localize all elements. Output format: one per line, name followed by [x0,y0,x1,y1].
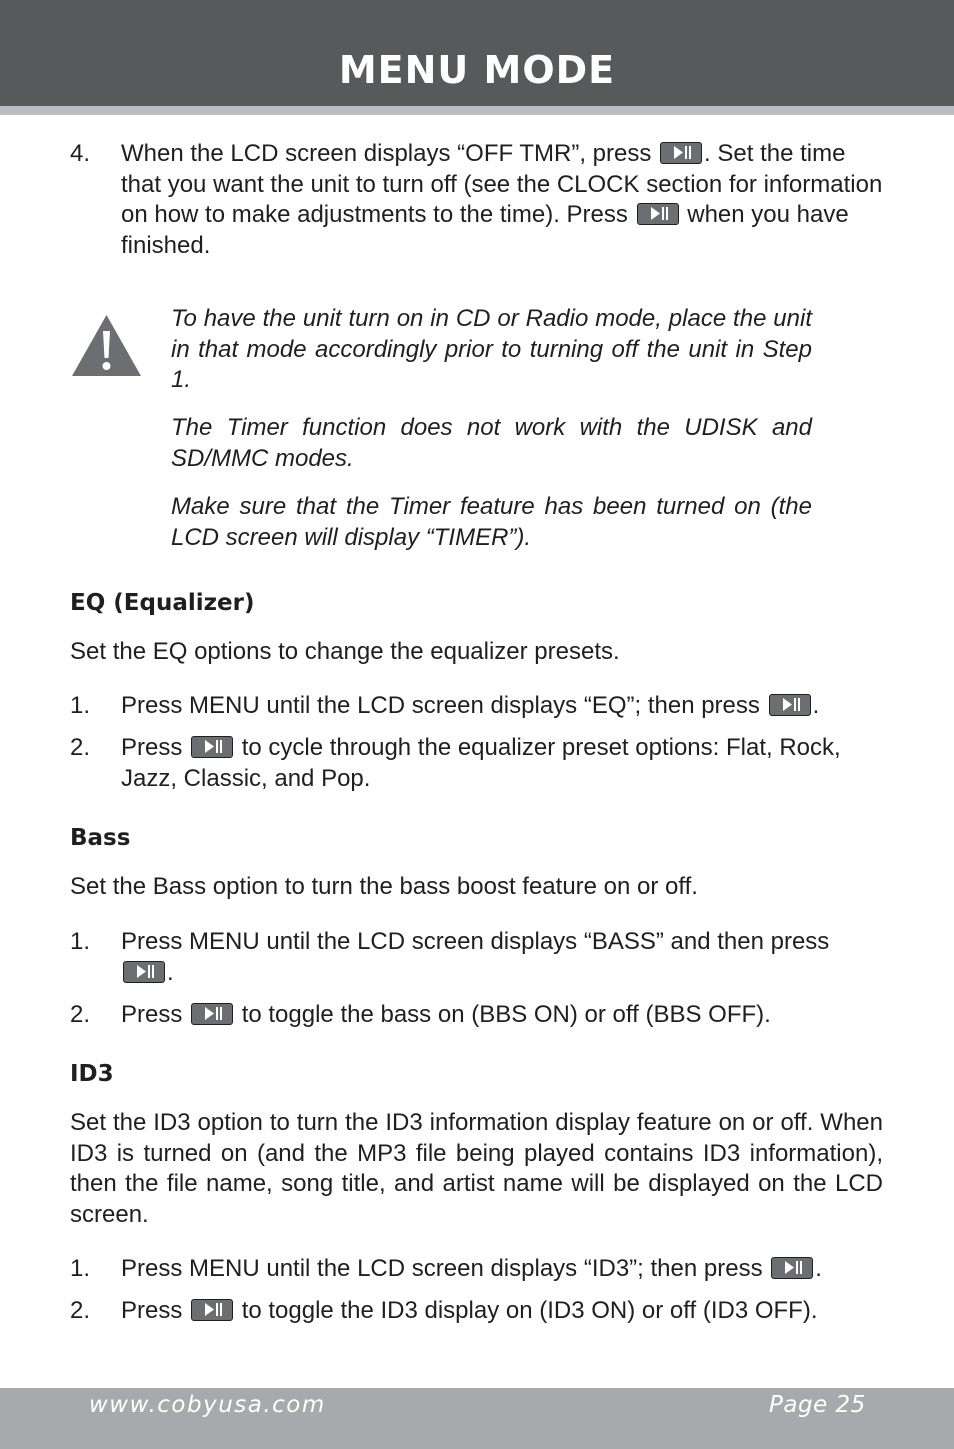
step-text: to toggle the bass on (BBS ON) or off (BBS OFF). [241,1001,771,1028]
step-number: 1. [70,1255,91,1282]
note-2: The Timer function does not work with the UDISK and SD/MMC modes. [171,414,812,472]
step-number: 2. [70,734,91,761]
page-title: MENU MODE [338,48,616,92]
play-pause-icon [191,1003,233,1025]
step-text: Press MENU until the LCD screen displays “BASS” and then press [121,928,830,955]
step-text: when you have finished. [121,201,849,259]
step-text: to toggle the ID3 display on (ID3 ON) or off (ID3 OFF). [241,1297,818,1324]
step-text: Press [121,734,183,761]
step-text: to cycle through the equalizer preset options: Flat, Rock, Jazz, Classic, and Pop. [121,734,841,792]
note-3: Make sure that the Timer feature has been turned on (the LCD screen will display “TIMER”). [171,493,812,551]
play-pause-icon [191,1299,233,1321]
step-text: Press MENU until the LCD screen displays “ID3”; then press [121,1255,763,1282]
step-4 [70,139,890,261]
id3-step-1 [70,1254,890,1285]
note-1: To have the unit turn on in CD or Radio mode, place the unit in that mode accordingly prior to turning off the unit in Step 1. [171,305,812,393]
step-text: . [167,958,174,986]
id3-heading: ID3 [70,1061,114,1087]
page-number: Page 25 [769,1392,866,1418]
step-text: When the LCD screen displays “OFF TMR”, press [121,140,652,167]
step-text: Press [121,1297,183,1324]
play-pause-icon [660,142,702,164]
step-number: 2. [70,1297,91,1324]
step-number: 1. [70,692,91,719]
play-pause-icon [637,203,679,225]
warning-icon [70,313,143,378]
bass-intro: Set the Bass option to turn the bass boost feature on or off. [70,873,698,900]
play-pause-icon [191,736,233,758]
footer-url[interactable]: www.cobyusa.com [89,1392,326,1418]
step-text: Press [121,1001,183,1028]
play-pause-icon [123,961,165,983]
step-text: Press MENU until the LCD screen displays “EQ”; then press [121,692,760,719]
header-stripe [0,106,954,115]
step-number: 2. [70,1001,91,1028]
play-pause-icon [771,1257,813,1279]
step-text: . Set the time that you want the unit to turn off (see the CLOCK section for information on how to make adjustments to the time). Press [121,140,883,228]
eq-step-1 [70,691,890,722]
play-pause-icon [769,694,811,716]
eq-step-2 [70,733,890,794]
step-text: . [815,1255,822,1282]
step-number: 4. [70,140,91,167]
step-number: 1. [70,928,91,955]
bass-step-1 [70,927,830,988]
bass-heading: Bass [70,825,131,851]
eq-intro: Set the EQ options to change the equalizer presets. [70,638,620,665]
step-text: . [812,692,820,719]
eq-heading: EQ (Equalizer) [70,590,255,616]
id3-intro: Set the ID3 option to turn the ID3 information display feature on or off. When ID3 is turned on (and the MP3 file being played contains ID3 information), then the file name, song title, and artist name will be displayed on the LCD screen. [70,1109,883,1228]
id3-step-2 [70,1296,890,1327]
bass-step-2 [70,1000,890,1031]
